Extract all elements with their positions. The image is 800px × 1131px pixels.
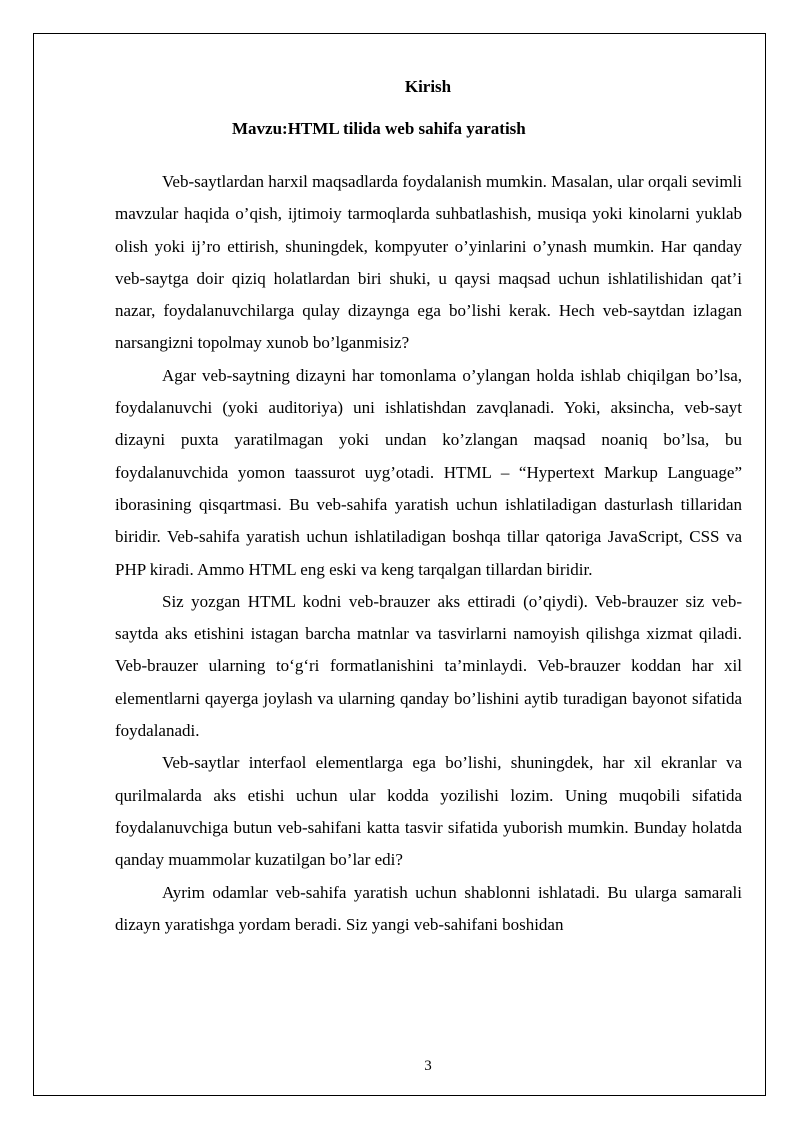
paragraph: Ayrim odamlar veb-sahifa yaratish uchun shablonni ishlatadi. Bu ularga samarali dizayn yaratishga yordam beradi. Siz yangi veb-sahifani boshidan <box>115 882 742 934</box>
document-subtitle: Mavzu:HTML tilida web sahifa yaratish <box>232 119 526 138</box>
paragraph: Veb-saytlardan harxil maqsadlarda foydalanish mumkin. Masalan, ular orqali sevimli mavzular haqida o’qish, ijtimoiy tarmoqlarda suhbatlashish, musiqa yoki kinolarni yuklab olish yoki ij’ro ettirish, shuningdek, kompyuter o’yinlarini o’ynash mumkin. Har qanday veb-saytga doir qiziq holatlardan biri shuki, u qaysi maqsad uchun ishlatilishidan qat’i nazar, foydalanuvchilarga qulay dizaynga ega bo’lishi kerak. Hech veb-saytdan izlagan narsangizni topolmay xunob bo’lganmisiz? <box>115 172 742 353</box>
paragraph: Agar veb-saytning dizayni har tomonlama o’ylangan holda ishlab chiqilgan bo’lsa, foydalanuvchi (yoki auditoriya) uni ishlatishdan zavqlanadi. Yoki, aksincha, veb-sayt dizayni puxta yaratilmagan yoki undan ko’zlangan maqsad noaniq bo’lsa, bu foydalanuvchida yomon taassurot uyg’otadi. HTML – “Hypertext Markup Language” iborasining qisqartmasi. Bu veb-sahifa yaratish uchun ishlatiladigan dasturlash tillaridan biridir. Veb-sahifa yaratish uchun ishlatiladigan boshqa tillar qatoriga JavaScript, CSS va PHP kiradi. Ammo HTML eng eski va keng tarqalgan tillardan biridir. <box>115 365 742 579</box>
paragraph: Siz yozgan HTML kodni veb-brauzer aks ettiradi (o’qiydi). Veb-brauzer siz veb-saytda aks etishini istagan barcha matnlar va tasvirlarni namoyish qilishga xizmat qiladi. Veb-brauzer ularning to‘g‘ri formatlanishini ta’minlaydi. Veb-brauzer koddan har xil elementlarni qayerga joylash va ularning qanday bo’lishini aytib turadigan bayonot sifatida foydalanadi. <box>115 591 742 741</box>
page-number: 3 <box>424 1058 432 1074</box>
paragraph: Veb-saytlar interfaol elementlarga ega bo’lishi, shuningdek, har xil ekranlar va qurilmalarda aks etishi uchun ular kodda yozilishi lozim. Uning muqobili sifatida foydalanuvchiga butun veb-sahifani katta tasvir sifatida yuborish mumkin. Bunday holatda qanday muammolar kuzatilgan bo’lar edi? <box>115 753 742 870</box>
document-title: Kirish <box>404 77 452 96</box>
document-body <box>115 166 742 941</box>
